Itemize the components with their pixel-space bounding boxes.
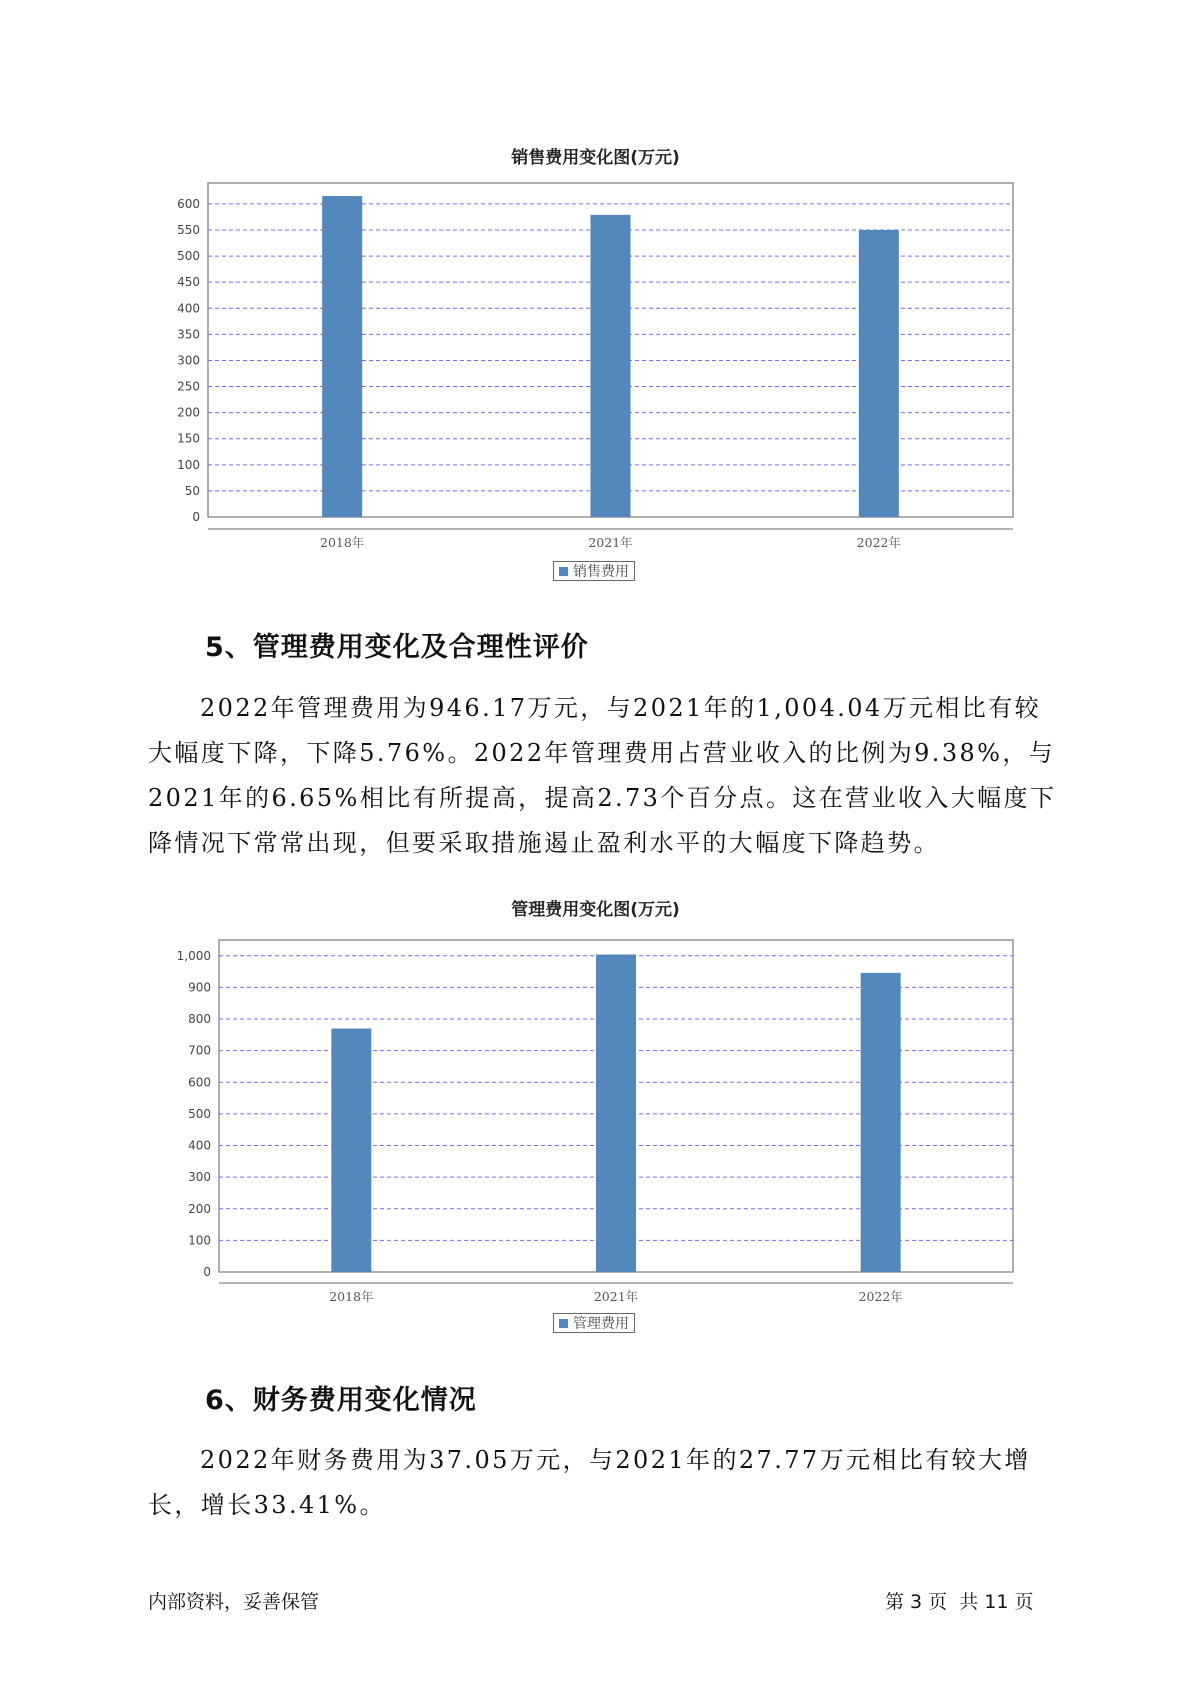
- y-tick-label: 550: [177, 222, 200, 237]
- chart-title: 管理费用变化图(万元): [511, 900, 680, 920]
- y-tick-label: 50: [184, 483, 200, 498]
- footer-left: 内部资料，妥善保管: [148, 1591, 320, 1613]
- footer-right: 第 3 页 共 11 页: [885, 1591, 1034, 1613]
- y-tick-label: 200: [188, 1201, 211, 1216]
- y-tick-label: 250: [177, 379, 200, 394]
- y-tick-label: 0: [192, 510, 200, 524]
- section5-paragraph: 2022年管理费用为946.17万元，与2021年的1,004.04万元相比有较大幅度下降，下降5.76%。2022年管理费用占营业收入的比例为9.38%，与2021年的6.65%相比有所提高，提高2.73个百分点。这在营业收入大幅度下降情况下常常出现，但要采取措施遏止盈利水平的大幅度下降趋势。: [148, 694, 1057, 857]
- y-tick-label: 450: [177, 275, 200, 290]
- bar: [331, 1029, 371, 1272]
- legend-label: 销售费用: [573, 564, 629, 580]
- x-tick-label: 2021年: [593, 1289, 639, 1304]
- y-tick-label: 500: [177, 249, 200, 264]
- y-tick-label: 400: [177, 301, 200, 316]
- y-tick-label: 700: [188, 1043, 211, 1058]
- bar: [861, 973, 901, 1272]
- chart-legend: [553, 1313, 635, 1333]
- y-tick-label: 600: [188, 1075, 211, 1090]
- y-tick-label: 400: [188, 1138, 211, 1153]
- y-tick-label: 150: [177, 431, 200, 446]
- section6-heading: 6、财务费用变化情况: [205, 1385, 477, 1416]
- y-tick-label: 800: [188, 1012, 211, 1027]
- legend-label: 管理费用: [573, 1316, 629, 1332]
- y-tick-label: 200: [177, 405, 200, 420]
- chart-title: 销售费用变化图(万元): [511, 148, 680, 168]
- x-tick-label: 2018年: [329, 1289, 374, 1304]
- y-tick-label: 0: [203, 1265, 211, 1279]
- y-tick-label: 100: [177, 457, 200, 472]
- y-tick-label: 900: [188, 980, 211, 995]
- y-tick-label: 300: [177, 353, 200, 368]
- x-tick-label: 2022年: [858, 1289, 903, 1304]
- x-tick-label: 2018年: [320, 535, 365, 550]
- y-tick-label: 500: [188, 1106, 211, 1121]
- section6-paragraph: 2022年财务费用为37.05万元，与2021年的27.77万元相比有较大增长，增长33.41%。: [148, 1446, 1031, 1519]
- section5-heading: 5、管理费用变化及合理性评价: [205, 632, 589, 663]
- y-tick-label: 600: [177, 196, 200, 211]
- x-tick-label: 2021年: [588, 535, 633, 550]
- y-tick-label: 350: [177, 327, 200, 342]
- x-tick-label: 2022年: [856, 535, 901, 550]
- legend-swatch: [559, 1319, 568, 1328]
- bar: [596, 955, 636, 1272]
- y-tick-label: 1,000: [176, 948, 211, 963]
- y-tick-label: 100: [188, 1233, 211, 1248]
- y-tick-label: 300: [188, 1170, 211, 1185]
